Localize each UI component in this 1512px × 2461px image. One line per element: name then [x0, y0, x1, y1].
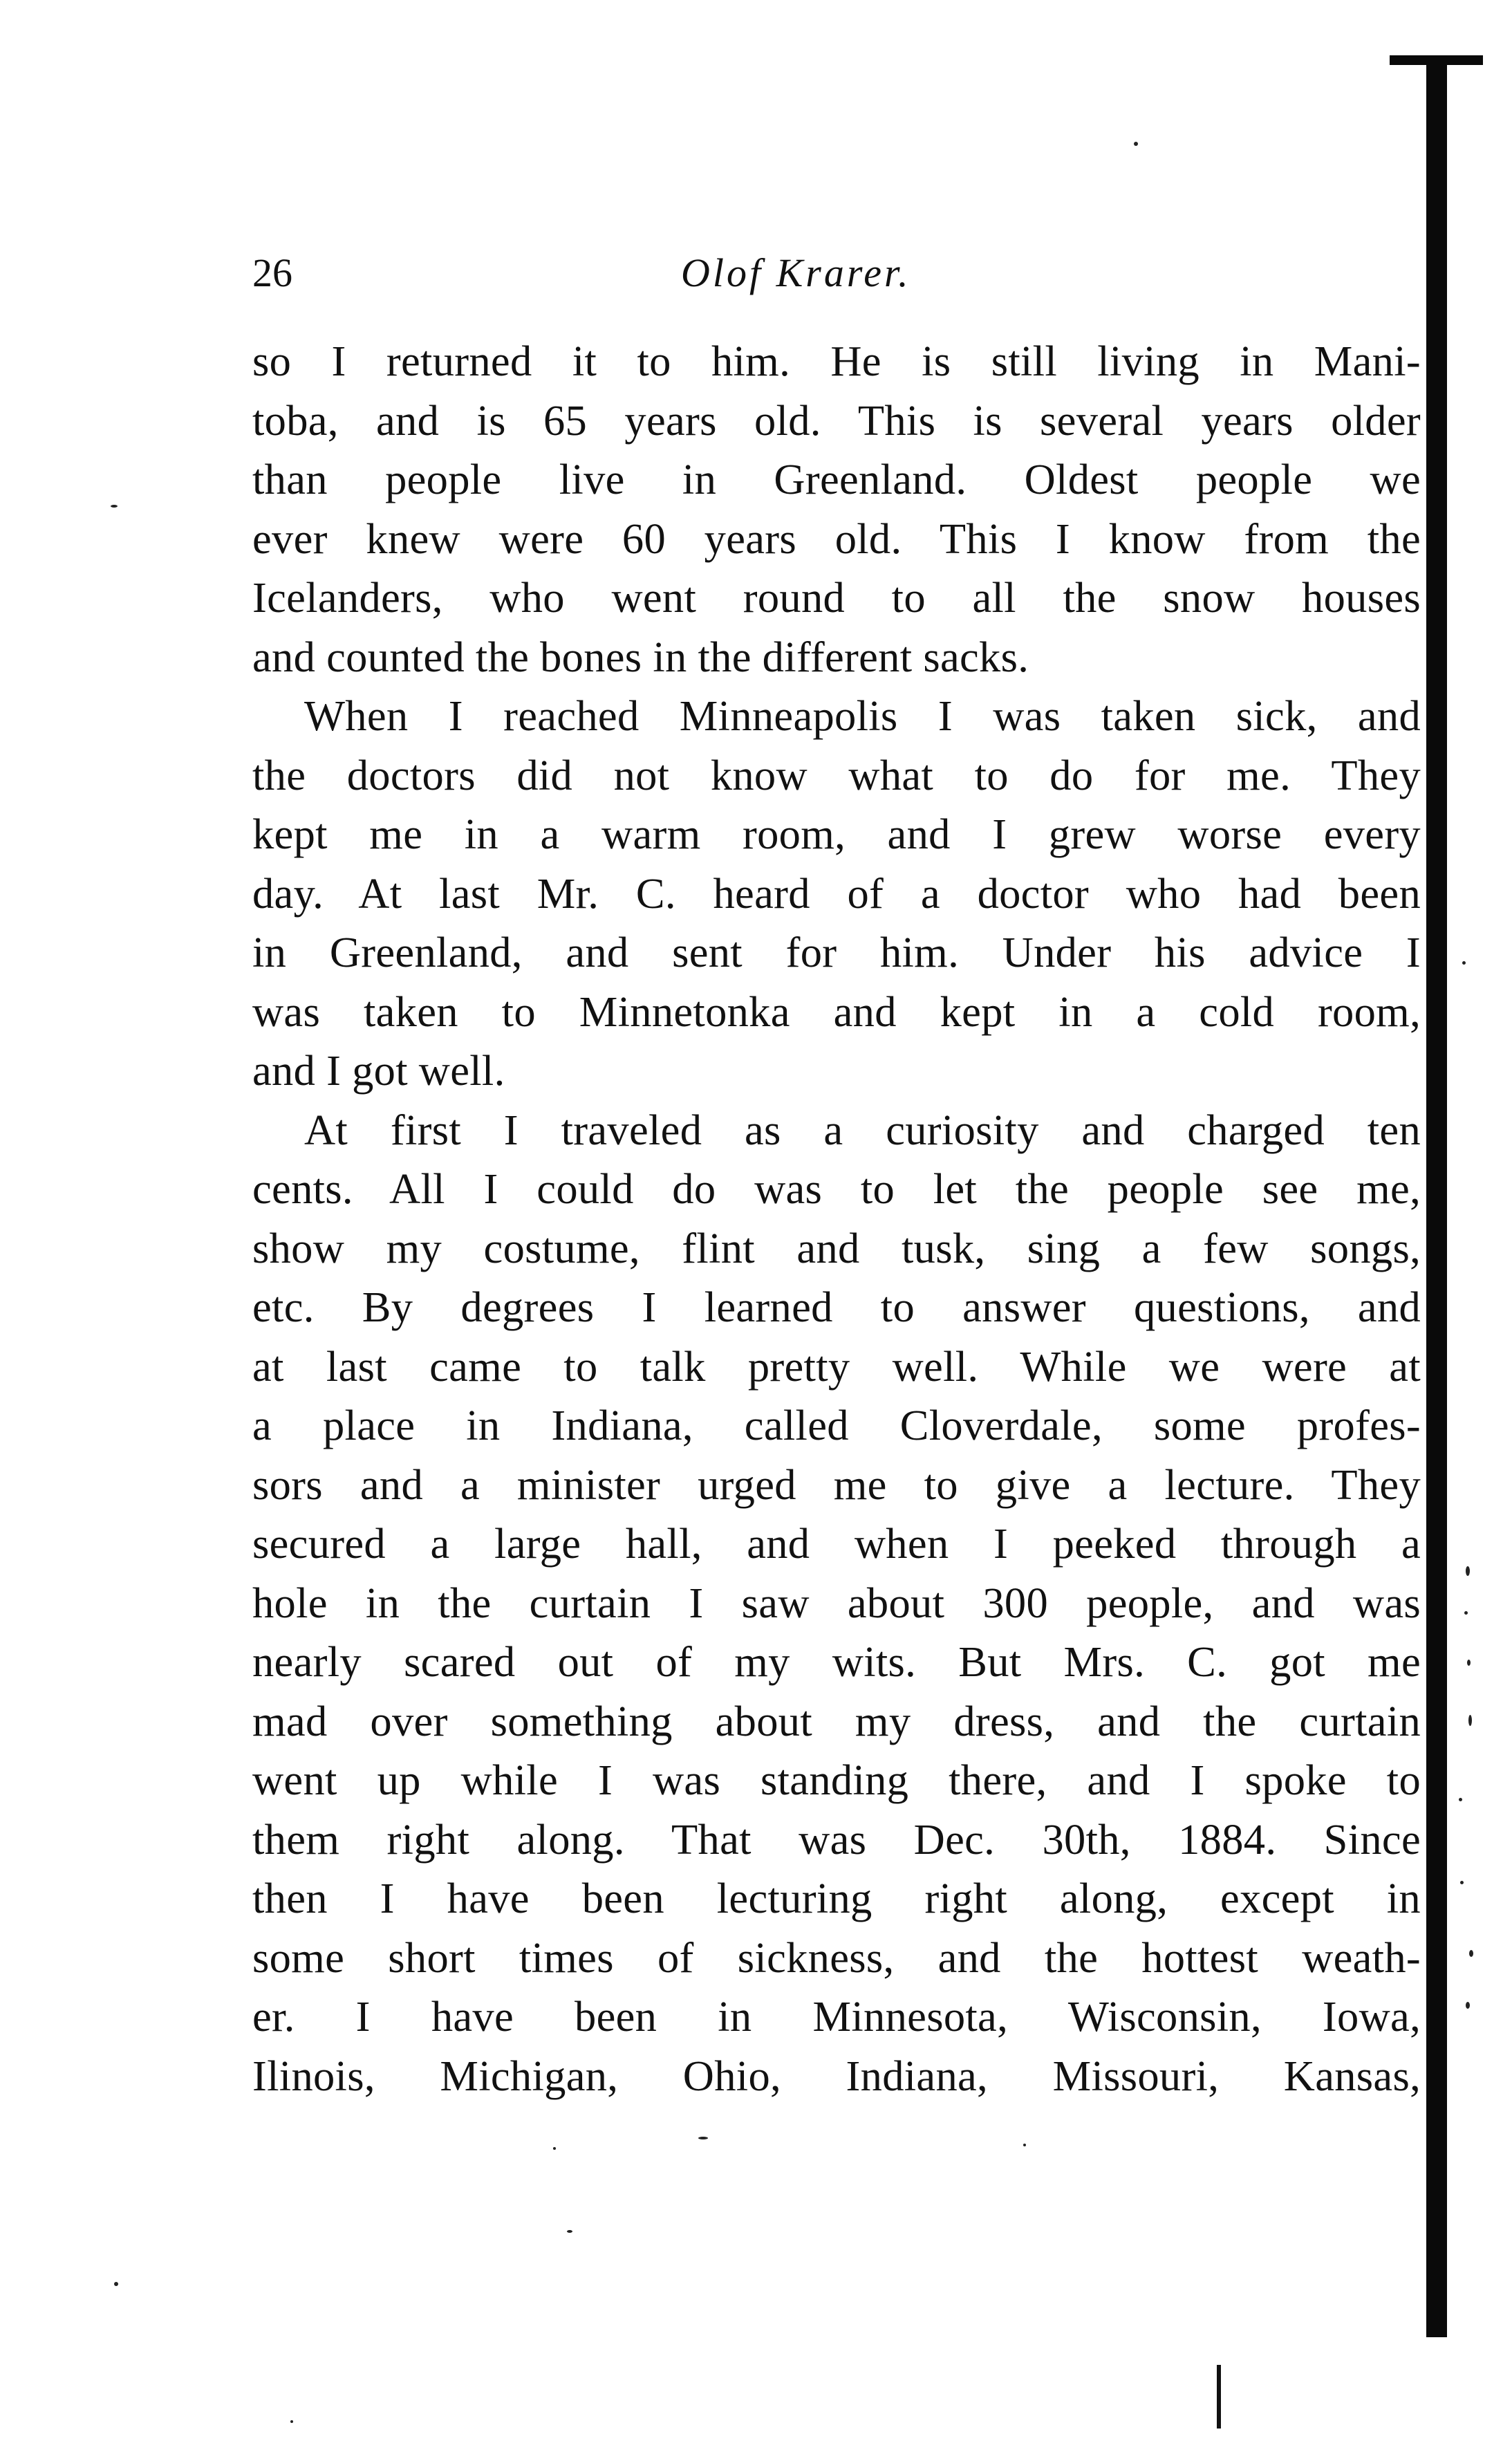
page-number: 26	[252, 250, 292, 295]
text-line: was taken to Minnetonka and kept in a cold room,	[252, 987, 1421, 1036]
text-line: toba, and is 65 years old. This is several years older	[252, 396, 1421, 445]
running-head: Olof Krarer.	[681, 250, 911, 295]
scan-mark	[1217, 2365, 1221, 2429]
scan-speck	[290, 2420, 293, 2423]
text-line: sors and a minister urged me to give a lecture. They	[252, 1460, 1421, 1509]
scan-speck	[1464, 1611, 1468, 1615]
text-line: a place in Indiana, called Cloverdale, some profes-	[252, 1401, 1421, 1449]
text-line: then I have been lecturing right along, except in	[252, 1874, 1421, 1922]
scan-speck	[114, 2282, 118, 2286]
scan-speck	[1460, 1881, 1464, 1884]
text-line: er. I have been in Minnesota, Wisconsin, Iowa,	[252, 1992, 1421, 2041]
scan-speck	[567, 2230, 572, 2233]
text-line: than people live in Greenland. Oldest people we	[252, 455, 1421, 503]
text-line: nearly scared out of my wits. But Mrs. C. got me	[252, 1637, 1421, 1686]
text-line: Ilinois, Michigan, Ohio, Indiana, Missouri, Kansas,	[252, 2051, 1421, 2100]
text-line: them right along. That was Dec. 30th, 1884. Since	[252, 1814, 1421, 1864]
text-line: some short times of sickness, and the hottest weath-	[252, 1933, 1421, 1982]
scan-speck	[1469, 1950, 1473, 1957]
text-line: the doctors did not know what to do for me. They	[252, 750, 1421, 799]
scan-speck	[1459, 1798, 1462, 1801]
text-line: day. At last Mr. C. heard of a doctor who had been	[252, 869, 1421, 918]
text-line: hole in the curtain I saw about 300 people, and was	[252, 1578, 1421, 1627]
scan-speck	[111, 505, 118, 508]
scan-speck	[1462, 961, 1466, 965]
text-line: When I reached Minneapolis I was taken sick, and	[304, 691, 1421, 740]
body-text	[252, 332, 1421, 2106]
text-line: kept me in a warm room, and I grew worse every	[252, 810, 1421, 858]
text-line: at last came to talk pretty well. While we were at	[252, 1341, 1421, 1391]
text-line: in Greenland, and sent for him. Under his advice I	[252, 928, 1421, 976]
text-line: went up while I was standing there, and I spoke to	[252, 1756, 1421, 1804]
text-line: and counted the bones in the different sacks.	[252, 632, 1029, 681]
text-line: and I got well.	[252, 1046, 505, 1095]
scan-speck	[1134, 142, 1138, 146]
scan-speck	[1466, 1566, 1470, 1576]
text-line: etc. By degrees I learned to answer questions, and	[252, 1283, 1421, 1331]
text-line: so I returned it to him. He is still living in Mani-	[252, 337, 1421, 385]
scan-speck	[698, 2137, 708, 2139]
scan-speck	[1467, 1660, 1471, 1666]
text-line: show my costume, flint and tusk, sing a few songs,	[252, 1223, 1421, 1272]
scan-speck	[1023, 2144, 1026, 2146]
text-line: Icelanders, who went round to all the snow houses	[252, 573, 1421, 622]
page-header	[252, 245, 1428, 301]
text-line: mad over something about my dress, and the curtain	[252, 1696, 1421, 1745]
text-line: secured a large hall, and when I peeked through a	[252, 1519, 1421, 1568]
scan-speck	[1466, 2002, 1470, 2009]
binding-edge-shadow	[1426, 62, 1447, 2337]
text-line: ever knew were 60 years old. This I know from the	[252, 514, 1421, 563]
scan-speck	[553, 2147, 556, 2150]
text-line: At first I traveled as a curiosity and charged ten	[304, 1105, 1421, 1154]
text-line: cents. All I could do was to let the people see me,	[252, 1164, 1421, 1213]
scan-speck	[1468, 1715, 1472, 1726]
